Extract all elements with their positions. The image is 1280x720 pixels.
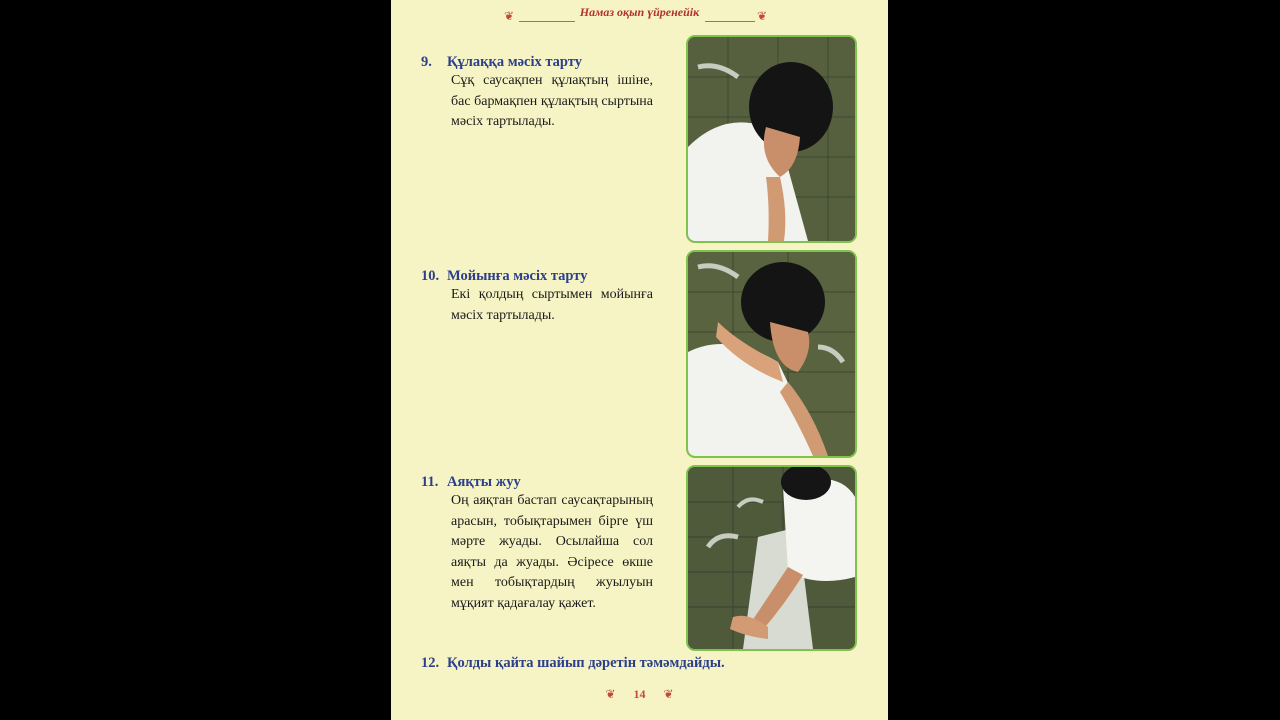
step-12-text: Қолды қайта шайып дәретін тәмәмдайды. [447,655,725,671]
header-title: Намаз оқып үйренейік [579,5,700,19]
step-11-heading: Аяқты жуу [447,474,521,490]
step-11-body: Оң аяқтан бастап саусақтарының арасын, тобықтарымен бірге үш мәрте жуады. Осылайша сол аяқты да жуады. Әсіресе өкше мен тобықтардың жуылуын мұқият қадағалау қажет. [451,493,653,611]
footer-ornament-right-icon: ❦ [663,687,674,701]
step-12-final [421,655,725,672]
header-rule-right [705,21,755,22]
footer-ornament-left-icon: ❦ [605,687,616,701]
header-ornament-right-icon: ❦ [757,9,768,23]
step-11-title [421,473,653,491]
step-10-section [421,267,653,326]
page-header [391,0,888,30]
book-page [391,0,888,720]
step-10-title [421,267,653,285]
photo-foot-washing [686,465,857,651]
photo-ear-wiping-illustration [688,37,855,241]
step-9-section [421,53,653,133]
header-ornament-left-icon: ❦ [504,9,515,23]
step-11-number: 11. [421,474,439,490]
step-10-body: Екі қолдың сыртымен мойынға мәсіх тартылады. [451,287,653,323]
step-12-number: 12. [421,655,440,671]
step-10-number: 10. [421,268,440,284]
photo-neck-wiping [686,250,857,458]
step-9-number: 9. [421,54,432,70]
photo-foot-washing-illustration [688,467,855,649]
page-number: 14 [633,687,646,701]
step-11-section [421,473,653,614]
header-rule-left [519,21,575,22]
step-9-heading: Құлаққа мәсіх тарту [447,54,582,70]
photo-neck-wiping-illustration [688,252,855,456]
step-10-heading: Мойынға мәсіх тарту [447,268,588,284]
page-footer [391,685,888,701]
step-9-title [421,53,653,71]
photo-ear-wiping [686,35,857,243]
step-9-body: Сұқ саусақпен құлақтың ішіне, бас бармақпен құлақтың сыртына мәсіх тартылады. [451,73,653,129]
